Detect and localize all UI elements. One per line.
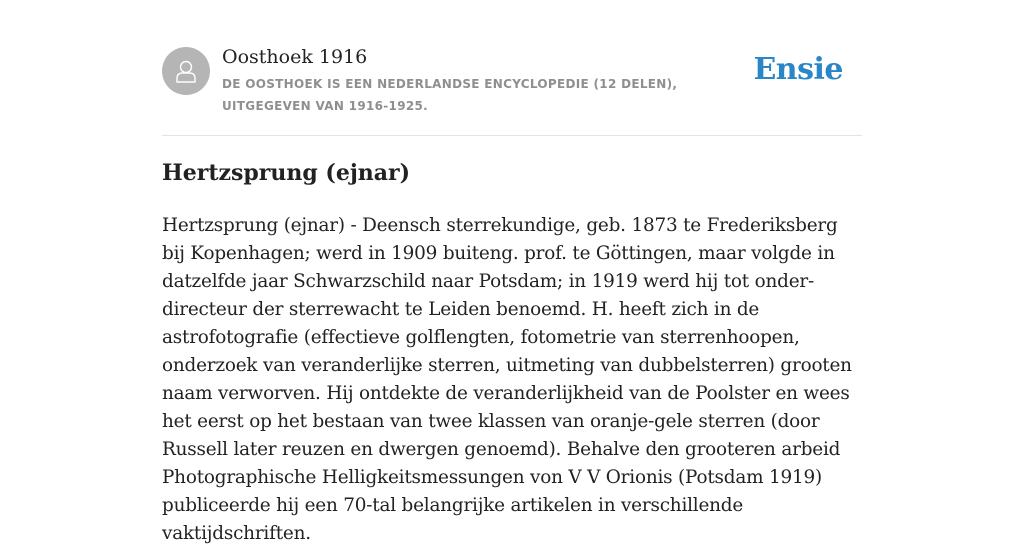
article-card bbox=[162, 0, 862, 544]
source-header bbox=[162, 0, 862, 136]
brand-logo[interactable]: Ensie bbox=[753, 52, 843, 87]
article-title: Hertzsprung (ejnar) bbox=[162, 160, 411, 186]
source-description: DE OOSTHOEK IS EEN NEDERLANDSE ENCYCLOPEDIE (12 DELEN), UITGEGEVEN VAN 1916-1925. bbox=[222, 77, 678, 113]
user-icon bbox=[171, 56, 201, 86]
avatar[interactable] bbox=[162, 47, 210, 95]
source-title[interactable]: Oosthoek 1916 bbox=[222, 46, 368, 68]
article-body: Hertzsprung (ejnar) - Deensch sterrekundige, geb. 1873 te Frederiksberg bij Kopenhagen; werd in 1909 buiteng. prof. te Göttingen, maar volgde in datzelfde jaar Schwarzschild naar Potsdam; in 1919 werd hij tot onder-directeur der sterrewacht te Leiden benoemd. H. heeft zich in de astrofotografie (effectieve golflengten, fotometrie van sterrenhoopen, onderzoek van veranderlijke sterren, uitmeting van dubbelsterren) grooten naam verworven. Hij ontdekte de veranderlijkheid van de Poolster en wees het eerst op het bestaan van twee klassen van oranje-gele sterren (door Russell later reuzen en dwergen genoemd). Behalve den grooteren arbeid Photographische Helligkeitsmessungen von V V Orionis (Potsdam 1919) publiceerde hij een 70-tal belangrijke artikelen in verschillende vaktijdschriften. bbox=[162, 215, 852, 544]
